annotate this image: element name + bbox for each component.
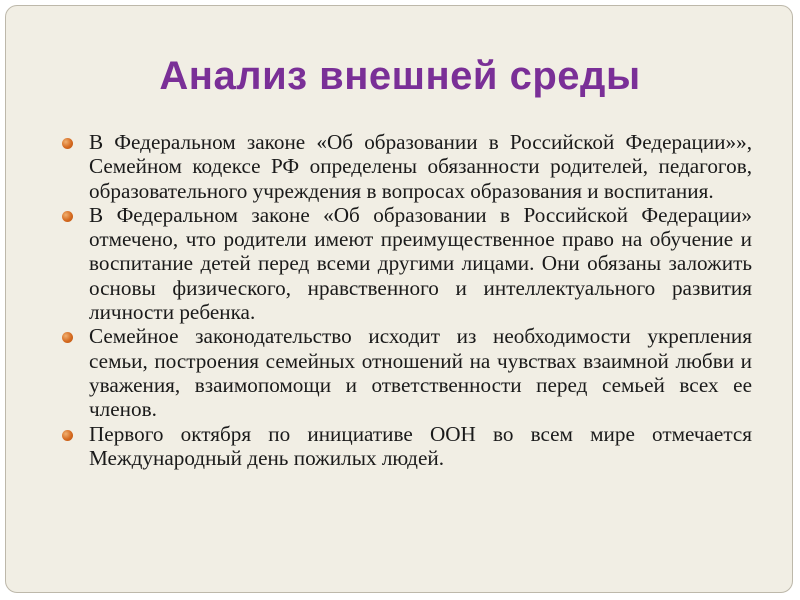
- bullet-text: В Федеральном законе «Об образовании в Российской Федерации»», Семейном кодексе РФ определены обязанности родителей, педагогов, образовательного учреждения в вопросах образования и воспитания.: [89, 130, 752, 203]
- bullet-item: [62, 130, 752, 203]
- bullet-item: [62, 203, 752, 324]
- bullet-icon: [62, 138, 73, 149]
- bullet-list: [62, 130, 752, 470]
- bullet-icon: [62, 211, 73, 222]
- bullet-item: [62, 324, 752, 421]
- bullet-icon: [62, 430, 73, 441]
- slide: [5, 5, 793, 593]
- bullet-text: Первого октября по инициативе ООН во всем мире отмечается Международный день пожилых людей.: [89, 421, 752, 470]
- slide-title: Анализ внешней среды: [159, 54, 641, 98]
- bullet-text: Семейное законодательство исходит из необходимости укрепления семьи, построения семейных отношений на чувствах взаимной любви и уважения, взаимопомощи и ответственности перед семьей всех ее членов.: [89, 324, 752, 422]
- bullet-text: В Федеральном законе «Об образовании в Российской Федерации» отмечено, что родители имеют преимущественное право на обучение и воспитание детей перед всеми другими лицами. Они обязаны заложить основы физического, нравственного и интеллектуального развития личности ребенка.: [89, 202, 752, 325]
- bullet-icon: [62, 332, 73, 343]
- bullet-item: [62, 422, 752, 471]
